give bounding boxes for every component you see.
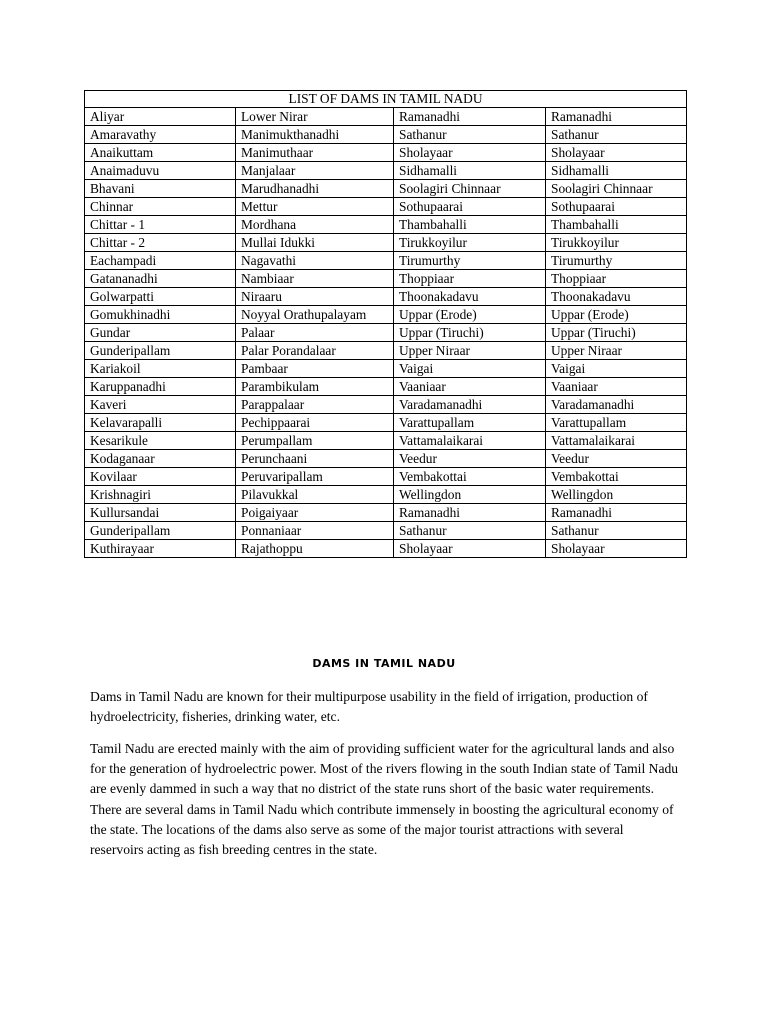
table-row [85, 504, 687, 522]
table-cell: Nagavathi [236, 252, 394, 270]
table-row [85, 342, 687, 360]
table-row [85, 360, 687, 378]
table-cell: Golwarpatti [85, 288, 236, 306]
table-cell: Anaikuttam [85, 144, 236, 162]
table-cell: Manimukthanadhi [236, 126, 394, 144]
table-cell: Manimuthaar [236, 144, 394, 162]
table-cell: Sothupaarai [394, 198, 546, 216]
table-cell: Varadamanadhi [394, 396, 546, 414]
table-body [85, 108, 687, 558]
table-cell: Mullai Idukki [236, 234, 394, 252]
table-cell: Nambiaar [236, 270, 394, 288]
table-cell: Tirumurthy [546, 252, 687, 270]
table-cell: Karuppanadhi [85, 378, 236, 396]
table-cell: Ramanadhi [546, 108, 687, 126]
table-row [85, 396, 687, 414]
table-cell: Eachampadi [85, 252, 236, 270]
table-row [85, 162, 687, 180]
table-cell: Lower Nirar [236, 108, 394, 126]
table-cell: Sholayaar [394, 540, 546, 558]
table-cell: Aliyar [85, 108, 236, 126]
table-cell: Thoonakadavu [546, 288, 687, 306]
table-title: LIST OF DAMS IN TAMIL NADU [85, 91, 687, 108]
table-cell: Vaaniaar [394, 378, 546, 396]
table-cell: Vattamalaikarai [546, 432, 687, 450]
section-title: DAMS IN TAMIL NADU [312, 657, 456, 670]
table-row [85, 252, 687, 270]
paragraph-intro: Dams in Tamil Nadu are known for their multipurpose usability in the field of irrigation, production of hydroelectricity, fisheries, drinking water, etc. [90, 689, 648, 725]
table-row [85, 486, 687, 504]
table-cell: Pilavukkal [236, 486, 394, 504]
table-row [85, 432, 687, 450]
table-cell: Ramanadhi [394, 504, 546, 522]
table-cell: Niraaru [236, 288, 394, 306]
table-cell: Marudhanadhi [236, 180, 394, 198]
table-cell: Sidhamalli [394, 162, 546, 180]
table-cell: Amaravathy [85, 126, 236, 144]
table-cell: Vaigai [546, 360, 687, 378]
table-cell: Chittar - 2 [85, 234, 236, 252]
table-cell: Varattupallam [546, 414, 687, 432]
table-cell: Sathanur [394, 126, 546, 144]
table-cell: Gunderipallam [85, 342, 236, 360]
table-cell: Wellingdon [546, 486, 687, 504]
table-cell: Thoppiaar [394, 270, 546, 288]
table-cell: Anaimaduvu [85, 162, 236, 180]
table-row [85, 216, 687, 234]
table-cell: Perunchaani [236, 450, 394, 468]
table-cell: Kelavarapalli [85, 414, 236, 432]
paragraph-details: Tamil Nadu are erected mainly with the aim of providing sufficient water for the agricultural lands and also for the generation of hydroelectric power. Most of the rivers flowing in the south Indian state of Tamil Nadu are evenly dammed in such a way that no district of the state runs short of the basic water requirements. There are several dams in Tamil Nadu which contribute immensely in boosting the agricultural economy of the state. The locations of the dams also serve as some of the major tourist attractions with several reservoirs acting as fish breeding centres in the state. [90, 741, 679, 858]
table-cell: Soolagiri Chinnaar [394, 180, 546, 198]
table-cell: Poigaiyaar [236, 504, 394, 522]
table-cell: Tirukkoyilur [394, 234, 546, 252]
table-cell: Tirukkoyilur [546, 234, 687, 252]
table-row [85, 450, 687, 468]
table-cell: Sidhamalli [546, 162, 687, 180]
table-row [85, 522, 687, 540]
table-cell: Vattamalaikarai [394, 432, 546, 450]
table-row [85, 324, 687, 342]
table-row [85, 288, 687, 306]
table-cell: Pechippaarai [236, 414, 394, 432]
table-cell: Gomukhinadhi [85, 306, 236, 324]
table-cell: Pambaar [236, 360, 394, 378]
table-cell: Uppar (Tiruchi) [394, 324, 546, 342]
table-row [85, 468, 687, 486]
table-cell: Sholayaar [546, 144, 687, 162]
table-cell: Kovilaar [85, 468, 236, 486]
table-cell: Veedur [394, 450, 546, 468]
table-cell: Soolagiri Chinnaar [546, 180, 687, 198]
table-cell: Peruvaripallam [236, 468, 394, 486]
table-cell: Kaveri [85, 396, 236, 414]
table-cell: Thambahalli [394, 216, 546, 234]
table-cell: Mettur [236, 198, 394, 216]
table-cell: Chittar - 1 [85, 216, 236, 234]
table-cell: Upper Niraar [394, 342, 546, 360]
table-cell: Mordhana [236, 216, 394, 234]
table-cell: Kesarikule [85, 432, 236, 450]
table-cell: Ramanadhi [394, 108, 546, 126]
table-cell: Sathanur [546, 126, 687, 144]
table-cell: Gundar [85, 324, 236, 342]
table-cell: Rajathoppu [236, 540, 394, 558]
table-cell: Thoppiaar [546, 270, 687, 288]
table-cell: Uppar (Tiruchi) [546, 324, 687, 342]
table-cell: Ramanadhi [546, 504, 687, 522]
table-row [85, 198, 687, 216]
table-cell: Sothupaarai [546, 198, 687, 216]
table-cell: Manjalaar [236, 162, 394, 180]
table-row [85, 270, 687, 288]
table-cell: Gatananadhi [85, 270, 236, 288]
table-cell: Vembakottai [546, 468, 687, 486]
table-row [85, 180, 687, 198]
table-cell: Sathanur [394, 522, 546, 540]
table-row [85, 126, 687, 144]
table-cell: Upper Niraar [546, 342, 687, 360]
table-cell: Vaaniaar [546, 378, 687, 396]
table-header-row [85, 91, 687, 108]
table-row [85, 234, 687, 252]
table-row [85, 108, 687, 126]
table-row [85, 540, 687, 558]
table-row [85, 144, 687, 162]
table-cell: Kariakoil [85, 360, 236, 378]
table-cell: Vembakottai [394, 468, 546, 486]
table-cell: Krishnagiri [85, 486, 236, 504]
table-cell: Thambahalli [546, 216, 687, 234]
table-cell: Bhavani [85, 180, 236, 198]
table-cell: Varadamanadhi [546, 396, 687, 414]
table-cell: Uppar (Erode) [546, 306, 687, 324]
table-cell: Ponnaniaar [236, 522, 394, 540]
table-cell: Sholayaar [394, 144, 546, 162]
table-cell: Parappalaar [236, 396, 394, 414]
table-cell: Palaar [236, 324, 394, 342]
table-cell: Thoonakadavu [394, 288, 546, 306]
table-cell: Gunderipallam [85, 522, 236, 540]
table-cell: Parambikulam [236, 378, 394, 396]
table-cell: Noyyal Orathupalayam [236, 306, 394, 324]
table-cell: Kodaganaar [85, 450, 236, 468]
table-cell: Kullursandai [85, 504, 236, 522]
table-cell: Sathanur [546, 522, 687, 540]
table-row [85, 378, 687, 396]
table-row [85, 306, 687, 324]
table-cell: Varattupallam [394, 414, 546, 432]
table-row [85, 414, 687, 432]
dams-table [84, 90, 687, 558]
table-cell: Palar Porandalaar [236, 342, 394, 360]
table-cell: Kuthirayaar [85, 540, 236, 558]
table-cell: Veedur [546, 450, 687, 468]
table-cell: Wellingdon [394, 486, 546, 504]
table-cell: Tirumurthy [394, 252, 546, 270]
table-cell: Vaigai [394, 360, 546, 378]
table-cell: Uppar (Erode) [394, 306, 546, 324]
table-cell: Perumpallam [236, 432, 394, 450]
table-cell: Chinnar [85, 198, 236, 216]
table-cell: Sholayaar [546, 540, 687, 558]
